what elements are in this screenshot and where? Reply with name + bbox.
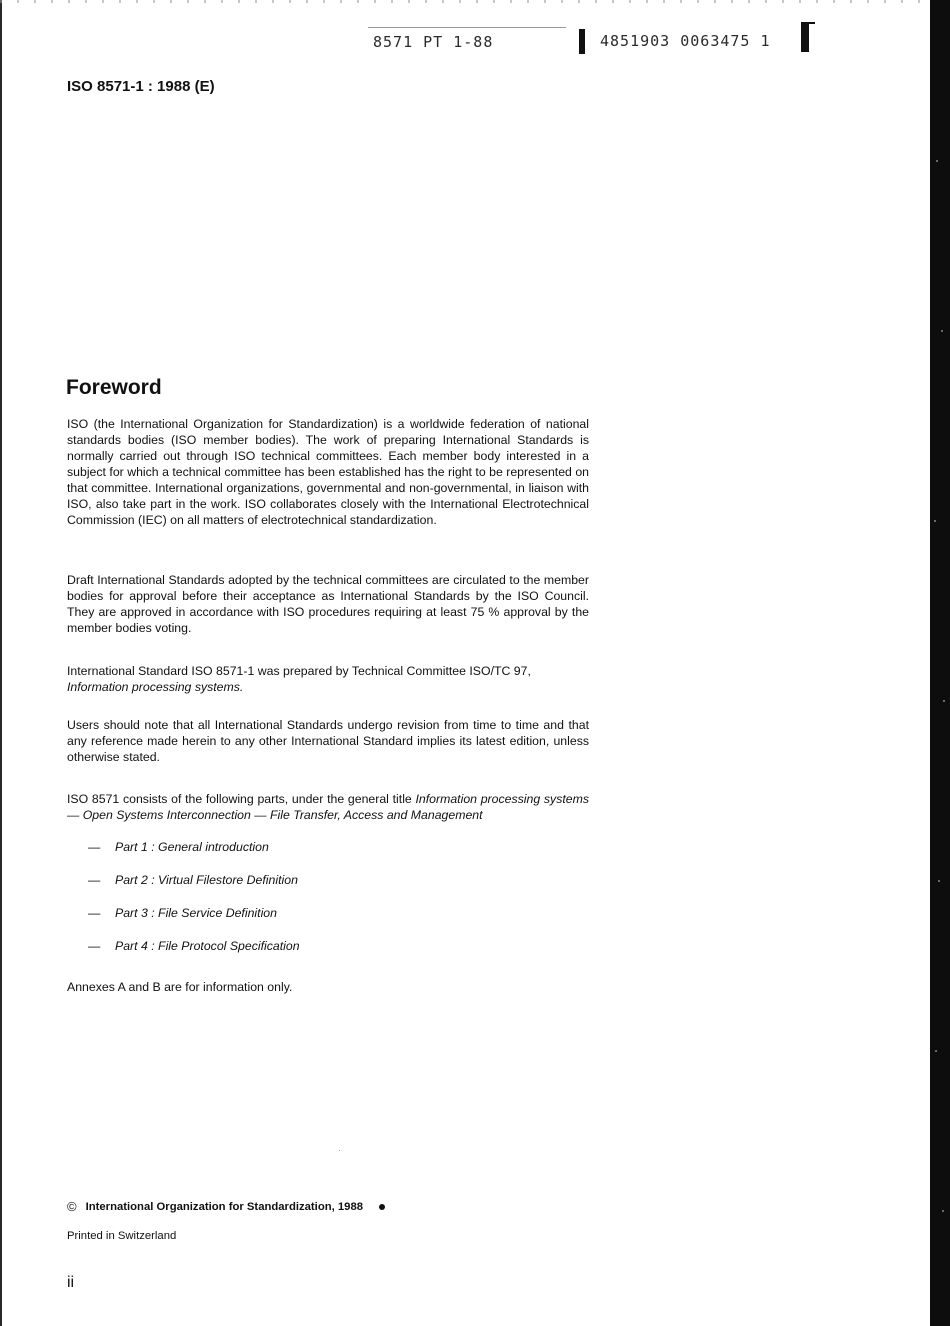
header-bar-mark (579, 29, 585, 54)
scan-speck (339, 1150, 340, 1151)
copyright-text: International Organization for Standardization, 1988 (85, 1200, 364, 1213)
standard-id: ISO 8571-1 : 1988 (E) (67, 78, 215, 95)
part-title: Part 1 : General introduction (115, 840, 269, 854)
scan-left-edge (0, 0, 2, 1326)
foreword-paragraph-1: ISO (the International Organization for Standardization) is a worldwide federation of national standards bodies (ISO member bodies). The work of preparing International Standards is normally carried out through ISO technical committees. Each member body interested in a subject for which a technical committee has been established has the right to be represented on that committee. International organizations, governmental and non-governmental, in liaison with ISO, also take part in the work. ISO collaborates closely with the International Electrotechnical Commission (IEC) on all matters of electrotechnical standardization. (67, 417, 589, 527)
part-title: Part 2 : Virtual Filestore Definition (115, 873, 298, 887)
bullet-dot-icon (379, 1204, 385, 1210)
printed-in: Printed in Switzerland (67, 1230, 177, 1242)
foreword-paragraph-3 (67, 663, 589, 695)
document-code-number: 4851903 0063475 1 (600, 32, 771, 50)
scan-right-edge (930, 0, 950, 1326)
list-dash: — (88, 906, 101, 920)
general-title: Information processing systems — Open Systems Interconnection — File Transfer, Access and Management (67, 792, 589, 822)
part-title: Part 4 : File Protocol Specification (115, 939, 300, 953)
list-item (88, 873, 300, 906)
list-item (88, 939, 300, 972)
document-code-ref: 8571 PT 1-88 (373, 33, 494, 51)
list-item (88, 906, 300, 939)
list-dash: — (88, 873, 101, 887)
copyright-icon: © (67, 1199, 77, 1214)
list-dash: — (88, 840, 101, 854)
copyright-line (67, 1199, 385, 1214)
scan-top-edge (0, 0, 930, 3)
committee-title: Information processing systems. (67, 680, 244, 694)
page-number: ii (67, 1274, 75, 1291)
paragraph-3-lead: International Standard ISO 8571-1 was prepared by Technical Committee ISO/TC 97, (67, 664, 531, 678)
parts-list (88, 840, 300, 972)
list-dash: — (88, 939, 101, 953)
paragraph-5-lead: ISO 8571 consists of the following parts, under the general title (67, 792, 416, 806)
annex-note: Annexes A and B are for information only. (67, 980, 293, 994)
foreword-paragraph-5 (67, 791, 589, 823)
header-bar-mark-right (801, 24, 809, 52)
header-rule (368, 27, 566, 28)
part-title: Part 3 : File Service Definition (115, 906, 277, 920)
foreword-paragraph-2: Draft International Standards adopted by the technical committees are circulated to the member bodies for approval before their acceptance as International Standards by the ISO Council. They are approved in accordance with ISO procedures requiring at least 75 % approval by the member bodies voting. (67, 573, 589, 635)
foreword-paragraph-4: Users should note that all International Standards undergo revision from time to time and that any reference made herein to any other International Standard implies its latest edition, unless otherwise stated. (67, 718, 589, 764)
section-heading: Foreword (66, 376, 162, 399)
list-item (88, 840, 300, 873)
